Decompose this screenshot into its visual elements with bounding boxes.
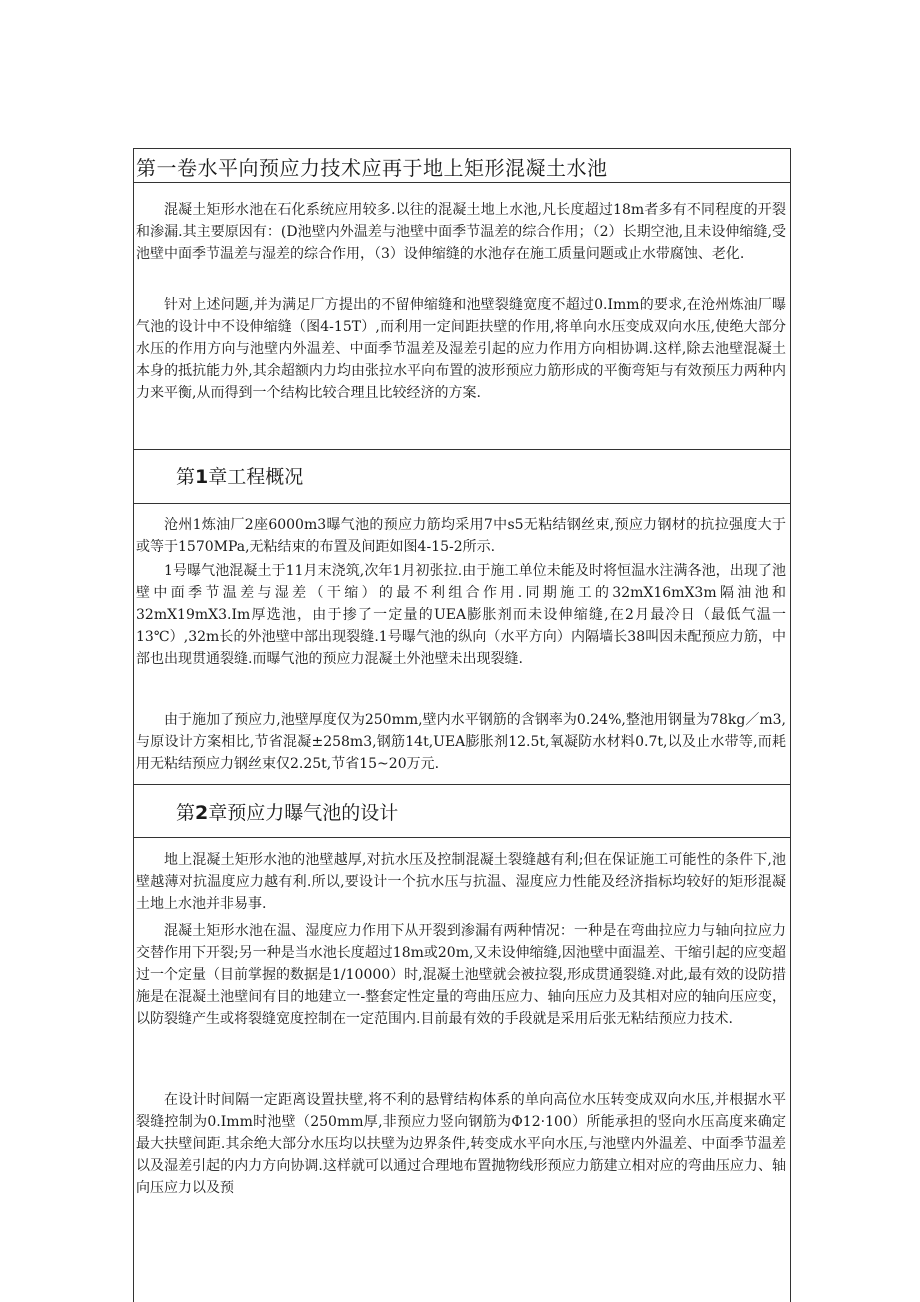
chapter-2-paragraph-1: 地上混凝土矩形水池的池壁越厚,对抗水压及控制混凝土裂缝越有利;但在保证施工可能性的条件下,池壁越薄对抗温度应力越有利.所以,要设计一个抗水压与抗温、湿度应力性能及经济指标均较好的矩形混凝土地上水池并非易事. [136,852,786,912]
chapter-2-heading: 第2章预应力曝气池的设计 [176,802,399,824]
intro-paragraph-2: 针对上述问题,并为满足厂方提出的不留伸缩缝和池壁裂缝宽度不超过0.Imm的要求,在沧州炼油厂曝气池的设计中不设伸缩缝（图4-15T）,而利用一定间距扶壁的作用,将单向水压变成双向水压,使绝大部分水压的作用方向与池壁内外温差、中面季节温差及湿差引起的应力作用方向相协调.这样,除去池壁混凝土本身的抵抗能力外,其余超额内力均由张拉水平向布置的波形预应力筋形成的平衡弯矩与有效预压力两种内力来平衡,从而得到一个结构比较合理且比较经济的方案. [136,297,786,401]
chapter-2-paragraph-2: 混凝土矩形水池在温、湿度应力作用下从开裂到渗漏有两种情况：一种是在弯曲拉应力与轴向拉应力交替作用下开裂;另一种是当水池长度超过18m或20m,又未设伸缩缝,因池壁中面温差、干缩引起的应变超过一个定量（目前掌握的数据是1/10000）时,混凝土池壁就会被拉裂,形成贯通裂缝.对此,最有效的设防措施是在混凝土池壁间有目的地建立一-整套定性定量的弯曲压应力、轴向压应力及其相对应的轴向压应变，以防裂缝产生或将裂缝宽度控制在一定范围内.目前最有效的手段就是采用后张无粘结预应力技术. [136,923,786,1027]
chapter-1-paragraph-1: 沧州1炼油厂2座6000m3曝气池的预应力筋均采用7中s5无粘结钢丝束,预应力钢材的抗拉强度大于或等于1570MPa,无粘结束的布置及间距如图4-15-2所示. [136,517,786,555]
section-divider-1 [133,449,790,450]
section-divider-2 [133,503,790,504]
section-divider-3 [133,784,790,785]
document-title: 第一卷水平向预应力技术应再于地上矩形混凝土水池 [136,156,608,180]
title-divider [133,182,790,183]
section-divider-4 [133,837,790,838]
intro-paragraph-1: 混凝土矩形水池在石化系统应用较多.以往的混凝土地上水池,凡长度超过18m者多有不同程度的开裂和渗漏.其主要原因有：(D池壁内外温差与池壁中面季节温差的综合作用；（2）长期空池,且未设伸缩缝,受池壁中面季节温差与湿差的综合作用，（3）设伸缩缝的水池存在施工质量问题或止水带腐蚀、老化. [136,202,786,262]
chapter-1-paragraph-3: 由于施加了预应力,池壁厚度仅为250mm,壁内水平钢筋的含钢率为0.24%,整池用钢量为78kg／m3,与原设计方案相比,节省混凝±258m3,钢筋14t,UEA膨胀剂12.5t,氧凝防水材料0.7t,以及止水带等,而耗用无粘结预应力钢丝束仅2.25t,节省15~20万元. [136,712,786,772]
chapter-1-heading: 第1章工程概况 [176,466,304,488]
chapter-2-paragraph-3: 在设计时间隔一定距离设置扶壁,将不利的悬臂结构体系的单向高位水压转变成双向水压,并根据水平裂缝控制为0.Imm时池壁（250mm厚,非预应力竖向钢筋为Φ12·100）所能承担的竖向水压高度来确定最大扶壁间距.其余绝大部分水压均以扶壁为边界条件,转变成水平向水压,与池壁内外温差、中面季节温差以及湿差引起的内力方向协调.这样就可以通过合理地布置抛物线形预应力筋建立相对应的弯曲压应力、轴向压应力以及预 [136,1092,786,1196]
chapter-1-paragraph-2: 1号曝气池混凝土于11月末浇筑,次年1月初张拉.由于施工单位未能及时将恒温水注满各池，出现了池壁中面季节温差与湿差（干缩）的最不利组合作用.同期施工的32mX16mX3m隔油池和32mX19mX3.Im厚选池，由于掺了一定量的UEA膨胀剂而未设伸缩缝,在2月最冷日（最低气温一13℃）,32m长的外池壁中部出现裂缝.1号曝气池的纵向（水平方向）内隔墙长38叫因未配预应力筋，中部也出现贯通裂缝.而曝气池的预应力混凝土外池壁未出现裂缝. [136,563,786,667]
